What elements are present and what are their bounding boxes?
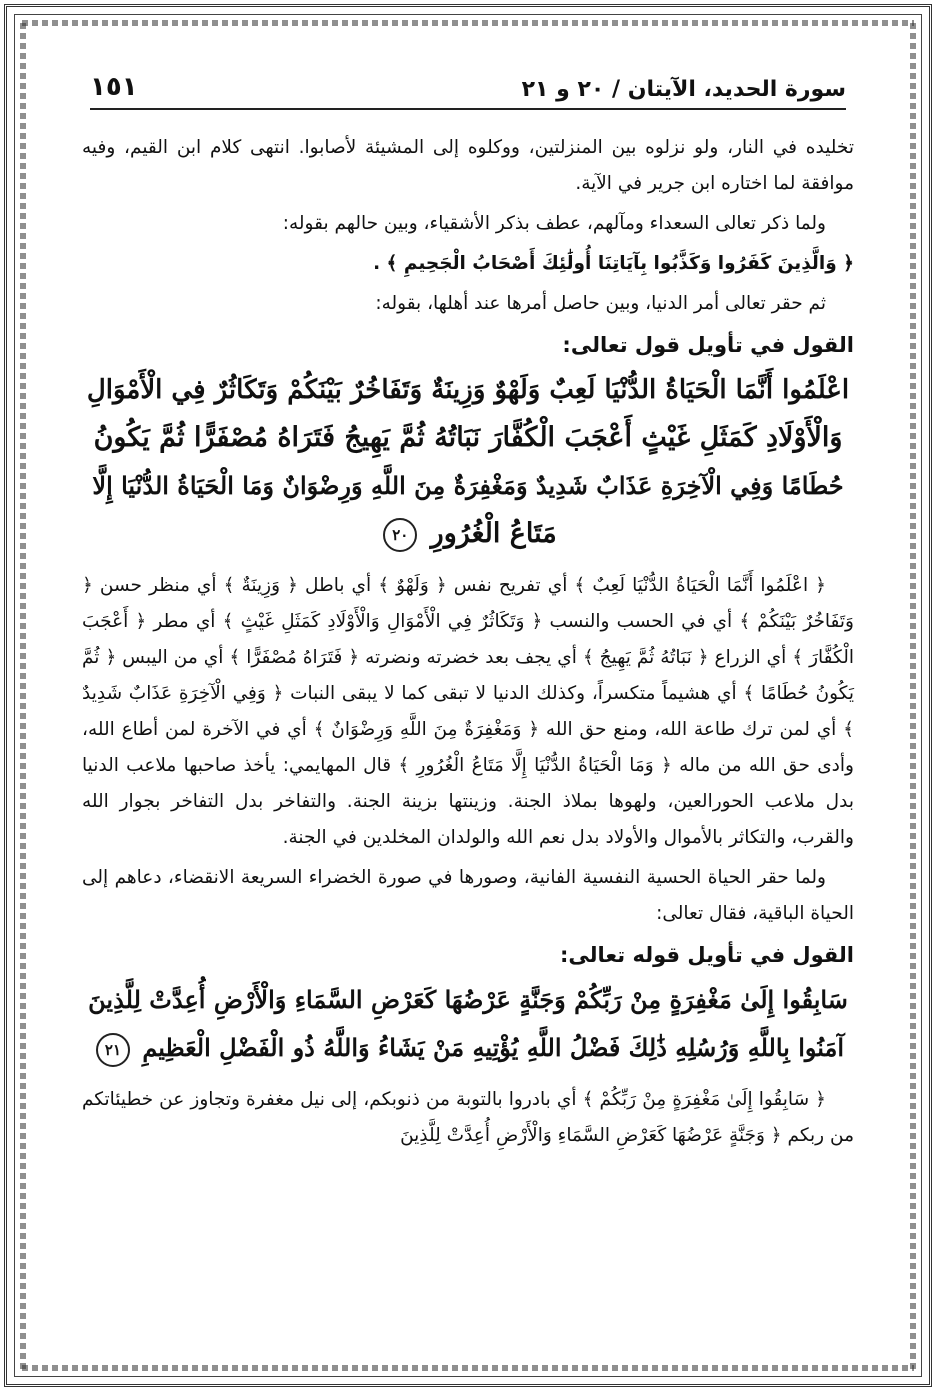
quran-quote-inline: ﴿ وَالَّذِينَ كَفَرُوا وَكَذَّبُوا بِآيَاتِنَا أُولَٰئِكَ أَصْحَابُ الْجَحِيمِ ﴾ . xyxy=(373,253,854,274)
paragraph-6-commentary: ﴿ سَابِقُوا إِلَىٰ مَغْفِرَةٍ مِنْ رَبِّكُمْ ﴾ أي بادروا بالتوبة من ذنوبكم، إلى نيل مغفرة وتجاوز عن خطيئاتكم من ربكم ﴿ وَجَنَّةٍ عَرْضُهَا كَعَرْضِ السَّمَاءِ وَالْأَرْضِ أُعِدَّتْ لِلَّذِينَ xyxy=(82,1089,854,1146)
ornamental-border-top xyxy=(22,20,914,26)
paragraph-1: تخليده في النار، ولو نزلوه بين المنزلتين، ووكلوه إلى المشيئة لأصابوا. انتهى كلام ابن القيم، وفيه موافقة لما اختاره ابن جرير في الآية. xyxy=(82,137,854,194)
verse-20-line-3: حُطَامًا وَفِي الْآخِرَةِ عَذَابٌ شَدِيدٌ وَمَغْفِرَةٌ مِنَ اللَّهِ وَرِضْوَانٌ وَمَا الْحَيَاةُ الدُّنْيَا إِلَّا xyxy=(92,471,844,500)
running-head: سورة الحديد، الآيتان / ٢٠ و ٢١ xyxy=(521,77,846,102)
paragraph-5: ولما حقر الحياة الحسية النفسية الفانية، وصورها في صورة الخضراء السريعة الانقضاء، دعاهم إلى الحياة الباقية، فقال تعالى: xyxy=(82,867,854,924)
verse-21-line-2 xyxy=(82,1024,854,1072)
verse-21-block xyxy=(82,976,854,1072)
ayah-number-20-marker: ٢٠ xyxy=(383,518,417,552)
ornamental-border-bottom xyxy=(22,1365,914,1371)
ornamental-border-left xyxy=(20,22,26,1369)
verse-21-line-1: سَابِقُوا إِلَىٰ مَغْفِرَةٍ مِنْ رَبِّكُمْ وَجَنَّةٍ عَرْضُهَا كَعَرْضِ السَّمَاءِ وَالْأَرْضِ أُعِدَّتْ لِلَّذِينَ xyxy=(88,985,848,1014)
verse-20-line-4 xyxy=(82,510,854,558)
ornamental-border-right xyxy=(910,22,916,1369)
section-heading-2: القول في تأويل قوله تعالى: xyxy=(560,943,854,967)
verse-20-line-2: وَالْأَوْلَادِ كَمَثَلِ غَيْثٍ أَعْجَبَ الْكُفَّارَ نَبَاتُهُ ثُمَّ يَهِيجُ فَتَرَاهُ مُصْفَرًّا ثُمَّ يَكُونُ xyxy=(93,422,843,453)
page-body xyxy=(82,130,854,1158)
ayah-number-21-marker: ٢١ xyxy=(96,1033,130,1067)
verse-21-text-end: آمَنُوا بِاللَّهِ وَرُسُلِهِ ذَٰلِكَ فَضْلُ اللَّهِ يُؤْتِيهِ مَنْ يَشَاءُ وَاللَّهُ ذُو الْفَضْلِ الْعَظِيمِ xyxy=(142,1033,845,1062)
page-number: ١٥١ xyxy=(90,72,138,102)
paragraph-4-commentary: ﴿ اعْلَمُوا أَنَّمَا الْحَيَاةُ الدُّنْيَا لَعِبٌ ﴾ أي تفريح نفس ﴿ وَلَهْوٌ ﴾ أي باطل ﴿ وَزِينَةٌ ﴾ أي منظر حسن ﴿ وَتَفَاخُرٌ بَيْنَكُمْ ﴾ أي في الحسب والنسب ﴿ وَتَكَاثُرٌ فِي الْأَمْوَالِ وَالْأَوْلَادِ كَمَثَلِ غَيْثٍ ﴾ أي مطر ﴿ أَعْجَبَ الْكُفَّارَ ﴾ أي الزراع ﴿ نَبَاتُهُ ثُمَّ يَهِيجُ ﴾ أي يجف بعد خضرته ونضرته ﴿ فَتَرَاهُ مُصْفَرًّا ﴾ أي من اليبس ﴿ ثُمَّ يَكُونُ حُطَامًا ﴾ أي هشيماً متكسراً، وكذلك الدنيا لا تبقى كما لا يبقى النبات ﴿ وَفِي الْآخِرَةِ عَذَابٌ شَدِيدٌ ﴾ أي لمن ترك طاعة الله، ومنع حق الله ﴿ وَمَغْفِرَةٌ مِنَ اللَّهِ وَرِضْوَانٌ ﴾ أي في الآخرة لمن أطاع الله، وأدى حق الله من ماله ﴿ وَمَا الْحَيَاةُ الدُّنْيَا إِلَّا مَتَاعُ الْغُرُورِ ﴾ قال المهايمي: يأخذ صاحبها ملاعب الدنيا بدل ملاعب الحورالعين، ولهوها بملاذ الجنة. وزينتها بزينة الجنة. والتفاخر بدل التفاخر بجوار الله والقرب، والتكاثر بالأموال والأولاد بدل نعم الله والولدان المخلدين في الجنة. xyxy=(82,575,854,848)
verse-20-block xyxy=(82,366,854,558)
page-header xyxy=(90,64,846,110)
paragraph-2: ولما ذكر تعالى السعداء ومآلهم، عطف بذكر الأشقياء، وبين حالهم بقوله: xyxy=(282,213,826,234)
verse-20-line-1: اعْلَمُوا أَنَّمَا الْحَيَاةُ الدُّنْيَا لَعِبٌ وَلَهْوٌ وَزِينَةٌ وَتَفَاخُرٌ بَيْنَكُمْ وَتَكَاثُرٌ فِي الْأَمْوَالِ xyxy=(86,375,850,405)
verse-20-text-end: مَتَاعُ الْغُرُورِ xyxy=(430,518,557,549)
section-heading-1: القول في تأويل قول تعالى: xyxy=(562,333,854,357)
paragraph-3: ثم حقر تعالى أمر الدنيا، وبين حاصل أمرها عند أهلها، بقوله: xyxy=(375,293,826,314)
